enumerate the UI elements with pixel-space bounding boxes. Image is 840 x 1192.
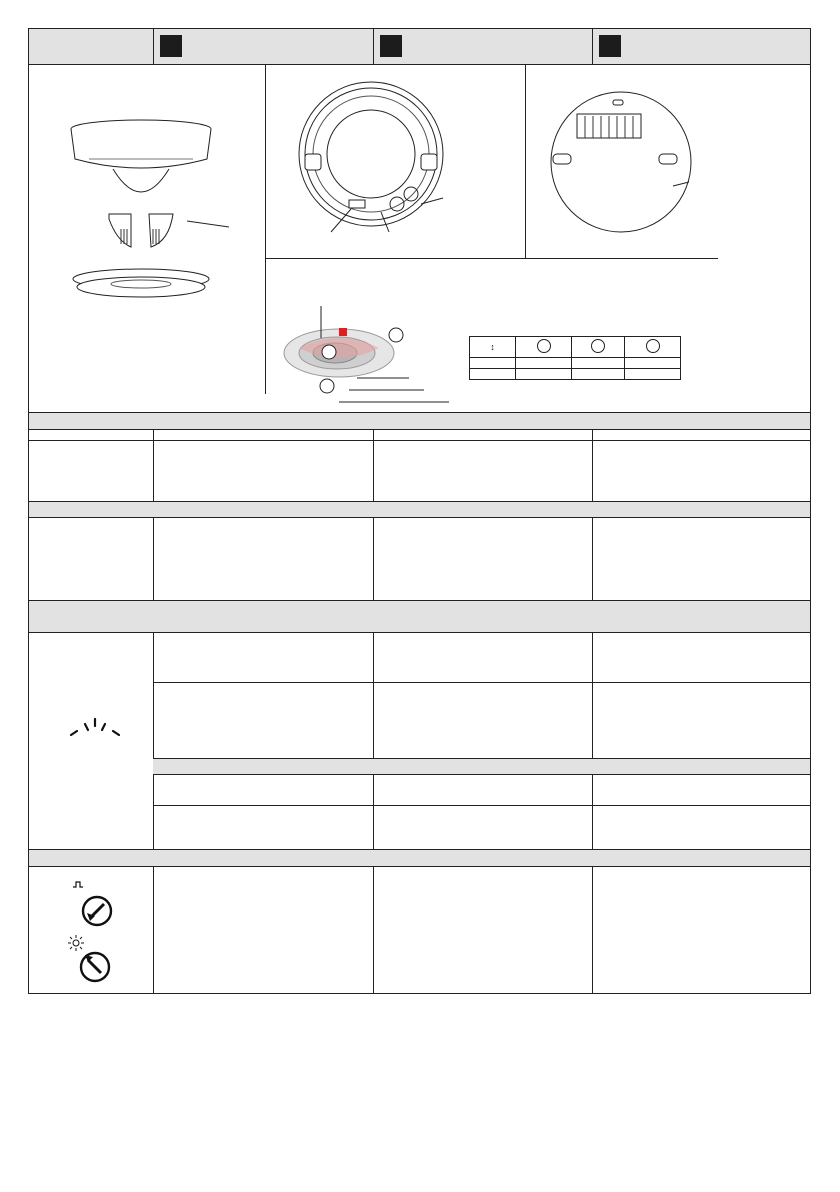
- header-lang-2: [373, 29, 592, 64]
- led-indicator-icon: [65, 713, 125, 743]
- table-cell: [625, 358, 681, 369]
- header-lang-1: [153, 29, 373, 64]
- header-row: [29, 29, 810, 65]
- table-cell: [470, 358, 516, 369]
- language-badge: [160, 35, 182, 57]
- mounting-figures: [29, 64, 810, 441]
- sub-bar: [153, 758, 810, 775]
- language-badge: [380, 35, 402, 57]
- moon-icon: [81, 985, 87, 997]
- table-cell: [572, 358, 625, 369]
- row-divider: [153, 805, 810, 806]
- sun-icon: [68, 935, 84, 951]
- table-cell: [625, 369, 681, 380]
- pulse-icon: [73, 882, 83, 887]
- sensor-exploded-view: [69, 119, 289, 359]
- row-divider: [153, 682, 810, 683]
- section-bar-1: [29, 412, 810, 430]
- base-plate-rear-view: [541, 92, 701, 252]
- divider: [525, 64, 526, 258]
- language-badge: [599, 35, 621, 57]
- table-cell: [572, 369, 625, 380]
- header-lang-3: [592, 29, 810, 64]
- detection-zone-diagram: [279, 298, 479, 428]
- table-cell: [516, 358, 572, 369]
- column-divider: [592, 412, 593, 994]
- divider: [265, 258, 718, 259]
- zone-1-col: [516, 337, 572, 358]
- range-table: [469, 336, 681, 380]
- zone-3-col: [625, 337, 681, 358]
- section-bar-2: [29, 501, 810, 518]
- lux-knob-icon: [67, 935, 117, 1003]
- section-bar-3: [29, 600, 810, 633]
- mounting-ring-front-view: [291, 74, 451, 234]
- column-divider: [153, 412, 154, 994]
- document-sheet: [28, 28, 811, 994]
- table-cell: [516, 369, 572, 380]
- zone-2-col: [572, 337, 625, 358]
- table-cell: [470, 369, 516, 380]
- time-knob-icon: [67, 879, 117, 929]
- height-icon-cell: ↕: [470, 337, 516, 358]
- section-bar-4: [29, 849, 810, 867]
- column-divider: [373, 412, 374, 994]
